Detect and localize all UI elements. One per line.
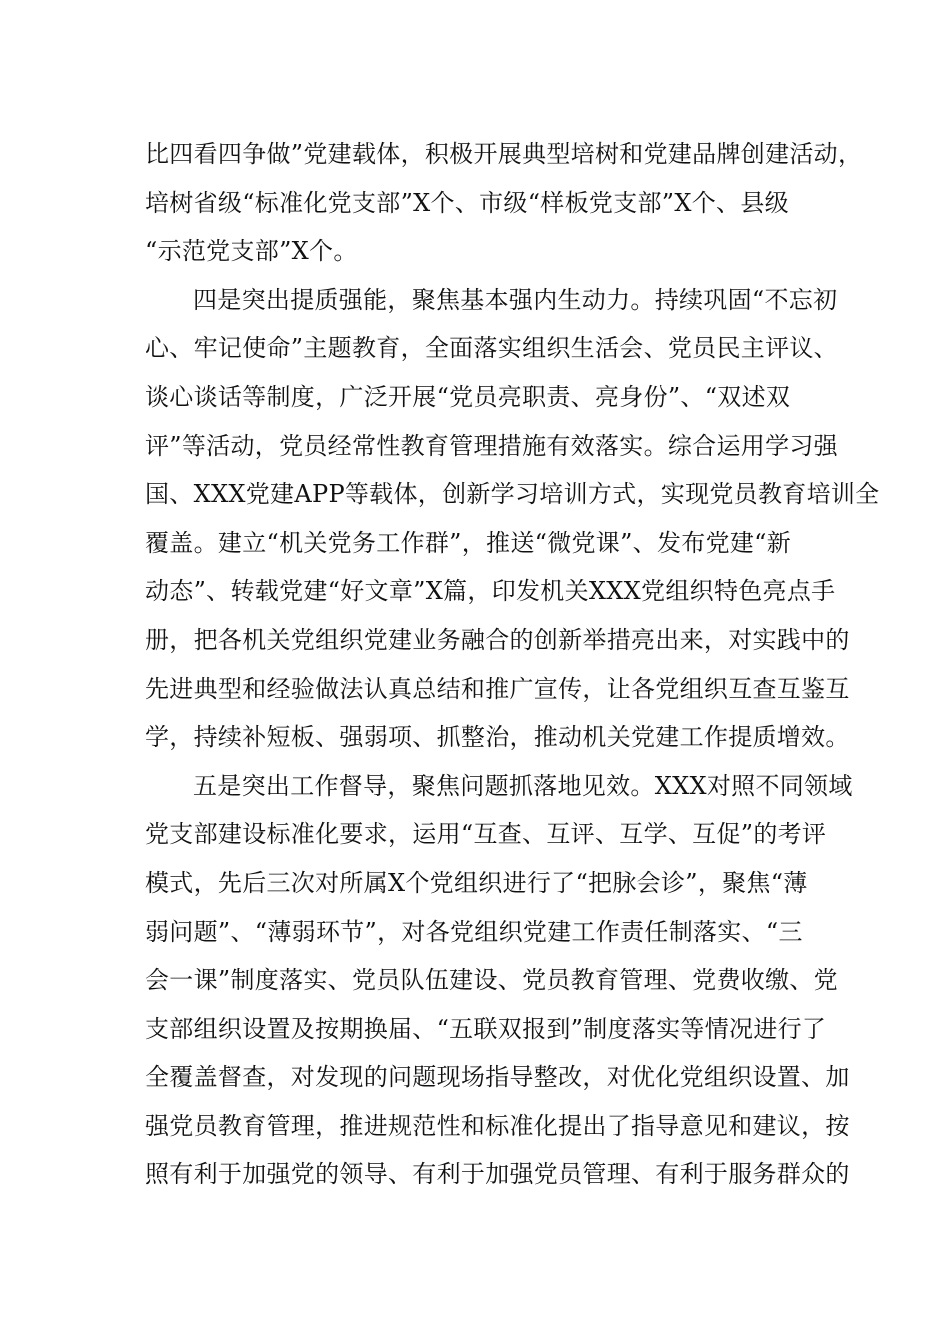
text-line: 全覆盖督查，对发现的问题现场指导整改，对优化党组织设置、加 xyxy=(145,1063,850,1092)
text-line: 培树省级“标准化党支部”X个、市级“样板党支部”X个、县级 xyxy=(145,188,789,217)
text-line: 强党员教育管理，推进规范性和标准化提出了指导意见和建议，按 xyxy=(145,1111,850,1140)
text-line: 先进典型和经验做法认真总结和推广宣传，让各党组织互查互鉴互 xyxy=(145,674,850,703)
text-line: 册，把各机关党组织党建业务融合的创新举措亮出来，对实践中的 xyxy=(145,625,850,654)
text-line: 心、牢记使命”主题教育，全面落实组织生活会、党员民主评议、 xyxy=(145,334,838,363)
text-line: 比四看四争做”党建载体，积极开展典型培树和党建品牌创建活动， xyxy=(145,140,863,168)
text-line: “示范党支部”X个。 xyxy=(145,237,358,266)
text-line: 动态”、转载党建“好文章”X篇，印发机关XXX党组织特色亮点手 xyxy=(145,577,836,606)
text-line: 会一课”制度落实、党员队伍建设、党员教育管理、党费收缴、党 xyxy=(145,966,838,995)
text-line: 谈心谈话等制度，广泛开展“党员亮职责、亮身份”、“双述双 xyxy=(145,382,791,411)
text-line: 党支部建设标准化要求，运用“互查、互评、互学、互促”的考评 xyxy=(145,820,827,849)
text-line: 模式，先后三次对所属X个党组织进行了“把脉会诊”，聚焦“薄 xyxy=(145,868,808,897)
text-line: 学，持续补短板、强弱项、抓整治，推动机关党建工作提质增效。 xyxy=(145,723,850,752)
paragraph-start-line: 四是突出提质强能，聚焦基本强内生动力。持续巩固“不忘初 xyxy=(193,285,838,314)
text-line: 覆盖。建立“机关党务工作群”，推送“微党课”、发布党建“新 xyxy=(145,528,792,557)
text-line: 弱问题”、“薄弱环节”，对各党组织党建工作责任制落实、“三 xyxy=(145,917,803,946)
paragraph-start-line: 五是突出工作督导，聚焦问题抓落地见效。XXX对照不同领域 xyxy=(193,771,853,800)
document-body xyxy=(145,130,880,1199)
text-line: 国、XXX党建APP等载体，创新学习培训方式，实现党员教育培训全 xyxy=(145,480,880,509)
text-line: 照有利于加强党的领导、有利于加强党员管理、有利于服务群众的 xyxy=(145,1160,850,1189)
text-line: 评”等活动，党员经常性教育管理措施有效落实。综合运用学习强 xyxy=(145,431,838,460)
text-line: 支部组织设置及按期换届、“五联双报到”制度落实等情况进行了 xyxy=(145,1014,827,1043)
